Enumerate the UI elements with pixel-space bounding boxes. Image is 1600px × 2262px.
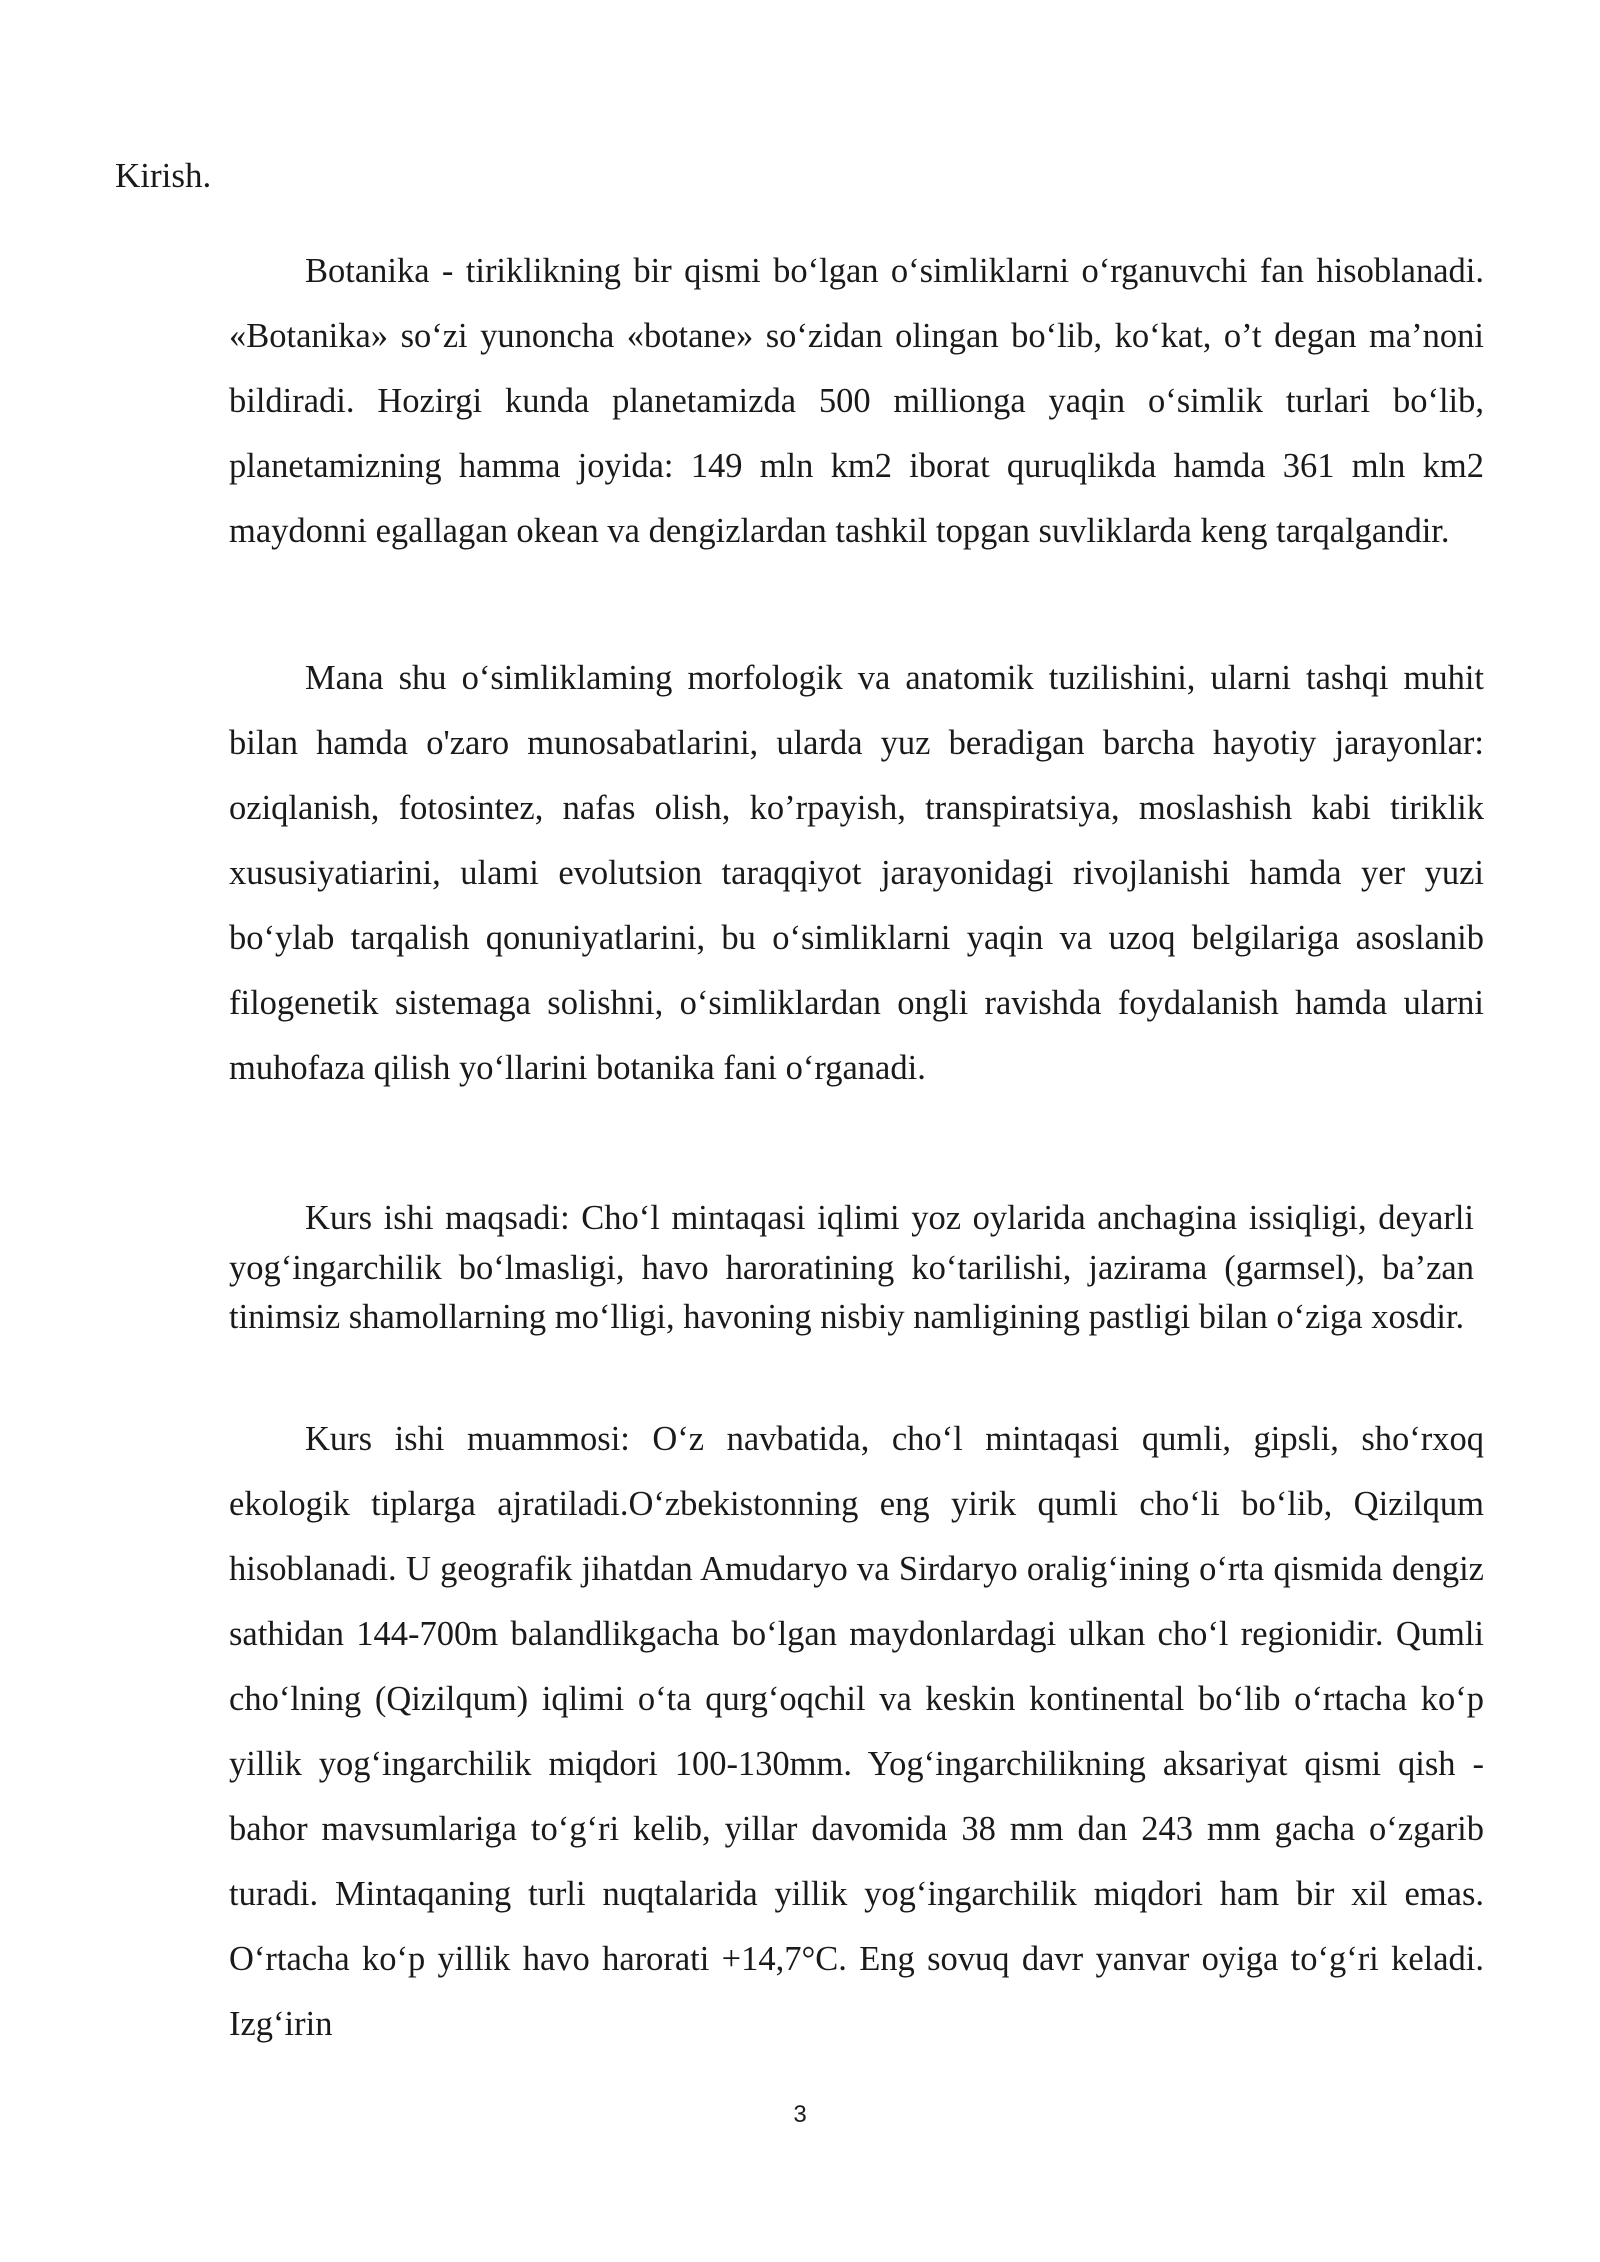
page-number: 3 (793, 2101, 807, 2128)
paragraph-course-problem: Kurs ishi muammosi: O‘z navbatida, cho‘l mintaqasi qumli, gipsli, sho‘rxoq ekologik tiplarga ajratiladi.O‘zbekistonning eng yirik qumli cho‘li bo‘lib, Qizilqum hisoblanadi. U geografik jihatdan Amudaryo va Sirdaryo oralig‘ining o‘rta qismida dengiz sathidan 144-700m balandlikgacha bo‘lgan maydonlardagi ulkan cho‘l regionidir. Qumli cho‘lning (Qizilqum) iqlimi o‘ta qurg‘oqchil va keskin kontinental bo‘lib o‘rtacha ko‘p yillik yog‘ingarchilik miqdori 100-130mm. Yog‘ingarchilikning aksariyat qismi qish - bahor mavsumlariga to‘g‘ri kelib, yillar davomida 38 mm dan 243 mm gacha o‘zgarib turadi. Mintaqaning turli nuqtalarida yillik yog‘ingarchilik miqdori ham bir xil emas. O‘rtacha ko‘p yillik havo harorati +14,7°C. Eng sovuq davr yanvar oyiga to‘g‘ri keladi. Izg‘irin (229, 1420, 1484, 2043)
paragraph-course-goal: Kurs ishi maqsadi: Cho‘l mintaqasi iqlimi yoz oylarida anchagina issiqligi, deyarli yog‘ingarchilik bo‘lmasligi, havo haroratining ko‘tarilishi, jazirama (garmsel), ba’zan tinimsiz shamollarning mo‘lligi, havoning nisbiy namligining pastligi bilan o‘ziga xosdir. (229, 1199, 1474, 1336)
paragraph-botanika-definition: Botanika - tiriklikning bir qismi bo‘lgan o‘simliklarni o‘rganuvchi fan hisoblanadi. «Botanika» so‘zi yunoncha «botane» so‘zidan olingan bo‘lib, ko‘kat, o’t degan ma’noni bildiradi. Hozirgi kunda planetamizda 500 millionga yaqin o‘simlik turlari bo‘lib, planetamizning hamma joyida: 149 mln km2 iborat quruqlikda hamda 361 mln km2 maydonni egallagan okean va dengizlardan tashkil topgan suvliklarda keng tarqalgandir. (229, 252, 1484, 550)
paragraph-botanika-scope: Mana shu o‘simliklaming morfologik va anatomik tuzilishini, ularni tashqi muhit bilan hamda o'zaro munosabatlarini, ularda yuz beradigan barcha hayotiy jarayonlar: oziqlanish, fotosintez, nafas olish, ko’rpayish, transpiratsiya, moslashish kabi tiriklik xususiyatiarini, ulami evolutsion taraqqiyot jarayonidagi rivojlanishi hamda yer yuzi bo‘ylab tarqalish qonuniyatlarini, bu o‘simliklarni yaqin va uzoq belgilariga asoslanib filogenetik sistemaga solishni, o‘simliklardan ongli ravishda foydalanish hamda ularni muhofaza qilish yo‘llarini botanika fani o‘rganadi. (229, 659, 1484, 1087)
section-heading: Kirish. (115, 156, 212, 195)
